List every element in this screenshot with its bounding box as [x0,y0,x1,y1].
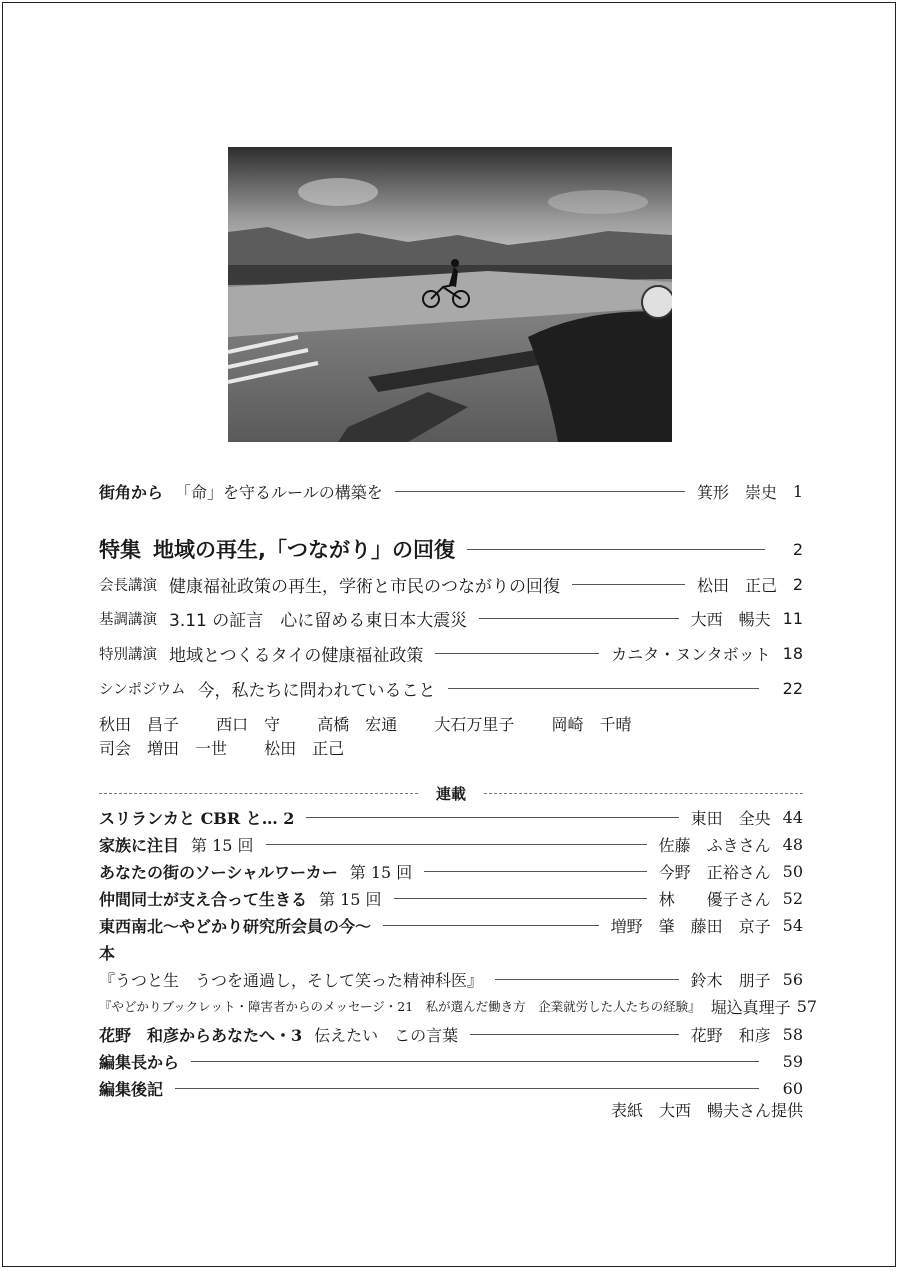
leader-rule [495,979,679,980]
toc-page: 60 [782,1078,803,1098]
toc-author: 花野 和彦 [690,1025,771,1045]
moderator-list [99,736,376,759]
heading-rule [484,793,803,794]
toc-sub: 伝えたい この言葉 [314,1025,459,1045]
toc-title: 編集長から [99,1052,180,1072]
toc-page: 52 [782,888,803,908]
toc-label: 特集 [99,538,141,562]
book-label: 本 [99,943,116,963]
panelist: 岡崎 千晴 [551,715,632,734]
toc-sub: 第 15 回 [191,835,254,855]
toc-page: 54 [782,915,803,935]
toc-author: 松田 正己 [696,575,777,595]
toc-author: 鈴木 朋子 [690,970,771,990]
leader-rule [424,871,646,872]
toc-rensai-item[interactable] [99,830,803,858]
moderator: 松田 正己 [264,739,345,758]
toc-page: 11 [782,608,803,628]
toc-title: 「命」を守るルールの構築を [175,482,383,502]
leader-rule [572,584,685,585]
toc-rensai-item[interactable] [99,884,803,912]
toc-title: 家族に注目 [99,835,180,855]
panelist: 秋田 昌子 [99,715,180,734]
rensai-title: 連載 [436,784,467,803]
toc-title: スリランカと CBR と… 2 [99,808,295,828]
toc-author: 林 優子さん [658,889,771,909]
toc-label: 基調講演 [99,611,157,628]
toc-author: 堀込真理子 [710,997,791,1017]
toc-page: 22 [782,678,803,698]
toc-page: 50 [782,861,803,881]
toc-page: 44 [782,807,803,827]
leader-rule [435,653,599,654]
toc-author: 箕形 崇史 [696,482,777,502]
toc-rensai-item[interactable] [99,803,803,831]
toc-title: 『やどかりブックレット・障害者からのメッセージ・21 私が選んだ働き方 企業就労した人たちの経験』 [99,999,701,1014]
toc-tokushu[interactable] [99,533,803,565]
panelist-list [99,712,663,735]
toc-label: 特別講演 [99,646,157,663]
leader-rule [191,1061,759,1062]
toc-title: 健康福祉政策の再生，学術と市民のつながりの回復 [169,576,560,597]
toc-page: 59 [782,1051,803,1071]
toc-author: 佐藤 ふきさん [658,835,771,855]
toc-machikado[interactable] [99,477,803,505]
toc-page: 2 [792,574,803,594]
toc-author: 東田 全央 [690,808,771,828]
leader-rule [395,491,685,492]
toc-title: 花野 和彦からあなたへ・3 [99,1025,303,1045]
toc-page: 2 [792,539,803,559]
toc-author: カニタ・ヌンタボット [611,644,771,664]
leader-rule [467,549,765,550]
moderator: 司会 増田 一世 [99,739,228,758]
toc-tokubetsu[interactable] [99,639,803,667]
toc-page: 58 [782,1024,803,1044]
cover-credit: 表紙 大西 暢夫さん提供 [610,1101,803,1120]
cover-photo [228,147,672,442]
toc-label: 街角から [99,482,164,502]
toc-author: 大西 暢夫 [690,609,771,629]
toc-sub: 第 15 回 [349,862,413,882]
rensai-heading [99,783,803,803]
leader-rule [266,844,647,845]
toc-page: 56 [782,969,803,989]
toc-rensai-item[interactable] [99,911,803,939]
toc-kaicho[interactable] [99,570,803,598]
panelist: 高橋 宏通 [317,715,398,734]
toc-sub: 第 15 回 [319,889,382,909]
panelist: 大石万里子 [434,715,515,734]
toc-rensai-item[interactable] [99,857,803,885]
toc-title: 仲間同士が支え合って生きる [99,889,308,909]
leader-rule [448,688,759,689]
toc-page: 48 [782,834,803,854]
toc-book-label [99,938,803,966]
toc-title: あなたの街のソーシャルワーカー [99,862,338,882]
toc-kicho[interactable] [99,604,803,632]
toc-title: 今，私たちに問われていること [197,680,436,701]
toc-tail-item[interactable] [99,1047,803,1075]
leader-rule [394,898,647,899]
toc-title: 3.11 の証言 心に留める東日本大震災 [169,610,468,631]
toc-label: シンポジウム [99,681,186,698]
heading-rule [99,793,418,794]
toc-author: 増野 肇 藤田 京子 [610,916,771,936]
leader-rule [175,1088,759,1089]
toc-title: 地域とつくるタイの健康福祉政策 [169,645,424,666]
toc-label: 会長講演 [99,577,157,594]
toc-title: 東西南北〜やどかり研究所会員の今〜 [99,916,372,936]
leader-rule [306,817,678,818]
leader-rule [383,925,599,926]
toc-page: 1 [792,481,803,501]
toc-title: 編集後記 [99,1079,164,1099]
toc-author: 今野 正裕さん [658,862,771,882]
leader-rule [470,1034,678,1035]
toc-tail-item[interactable] [99,1020,803,1048]
toc-page: 57 [796,996,818,1016]
panelist: 西口 守 [216,715,281,734]
leader-rule [479,618,678,619]
toc-page: 18 [782,643,803,663]
toc-book-item[interactable] [99,992,818,1020]
toc-title: 『うつと生 うつを通過し，そして笑った精神科医』 [99,970,484,990]
toc-title: 地域の再生,「つながり」の回復 [153,538,455,562]
toc-symposium[interactable] [99,674,803,702]
toc-book-item[interactable] [99,965,803,993]
